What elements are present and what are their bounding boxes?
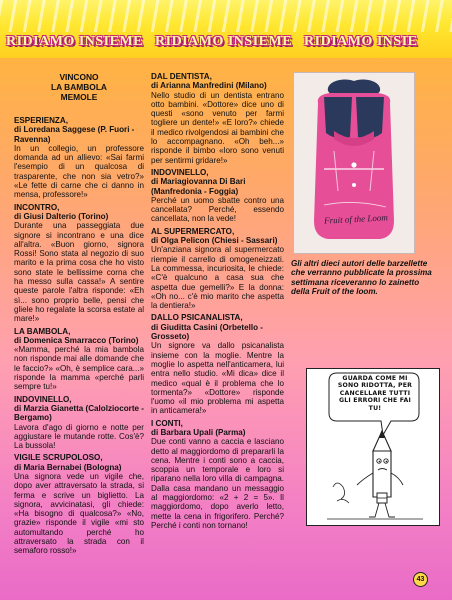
joke-body: In un collegio, un professore domanda ad un allievo: «Sai farmi l'esempio di un qualcosa di trasparente, che non sia vetro?» «Le fette di carne che ci danno in mensa, professore!»: [14, 143, 144, 200]
joke-title: INDOVINELLO,: [151, 167, 209, 177]
joke-body: «Mamma, perché la mia bambola non risponde mai alle domande che le faccio?» «Oh, è semplice cara...» risponde la mamma «perché parli sempre tu!»: [14, 345, 144, 392]
pencil-cartoon: [306, 368, 440, 526]
column-right: [290, 72, 440, 297]
joke-article: [14, 116, 144, 200]
joke-article: [151, 313, 284, 415]
joke-author: di Barbara Upali (Parma): [151, 427, 246, 437]
joke-author: di Domenica Smarracco (Torino): [14, 335, 139, 345]
joke-body: Durante una passeggiata due signore si incontrano e una dice all'altra. «Buon giorno, signora Rossi! Sono stata al negozio di suo marito e la prima cosa che ho visto sono state le bellissime corna che ha messo sulla cassa!» A sentire queste parole l'altra risponde: «Eh sì... sono proprio belle, pensi che gliele ho regalate la scorsa estate al mare!»: [14, 221, 144, 324]
bag-brand-logo: Fruit of the Loom: [323, 212, 389, 226]
joke-author: di Maria Bernabei (Bologna): [14, 462, 122, 472]
joke-body: Una signora vede un vigile che, dopo aver attraversato la strada, si ferma e scrive un biglietto. La signora, avvicinatasi, gli chiede: «Ha bisogno di qualcosa?» «No, grazie» risponde il vigile «mi sto automultando perché ho attraversato la strada con il semaforo rosso!»: [14, 471, 144, 556]
banner-title: RIDIAMO INSIEME: [6, 34, 144, 49]
joke-article: [151, 168, 284, 224]
joke-title: I CONTI,: [151, 418, 183, 428]
banner-title: RIDIAMO INSIEME: [155, 34, 293, 49]
joke-body: Due conti vanno a caccia e lasciano detto al maggiordomo di prepararli la cena. Mentre i conti sono a caccia, scoppia un temporale e loro si riparano nella loro villa di campagna. Dalla casa mandano un messaggio al maggiordomo: «2 + 2 = 5». Il maggiordomo, dopo averlo letto, mette la cena in frigorifero. Perché? Perché i conti non tornano!: [151, 437, 284, 530]
joke-title: ESPERIENZA,: [14, 116, 68, 125]
joke-title: AL SUPERMERCATO,: [151, 226, 235, 236]
joke-body: Nello studio di un dentista entrano otto bambini. «Dottore» dice uno di questi «sono venuto per farmi togliere un dente!» «E loro?» chiede il medico rivolgendosi ai bambini che lo accompagnano. «Oh beh...» risponde il bimbo «loro sono venuti per sentirmi gridare!»: [151, 90, 284, 165]
joke-title: DALLO PSICANALISTA,: [151, 313, 243, 323]
joke-author: di Marzia Gianetta (Calolziocorte - Bergamo): [14, 403, 144, 423]
joke-title: INDOVINELLO,: [14, 394, 72, 404]
joke-title: DAL DENTISTA,: [151, 72, 212, 81]
joke-article: [14, 395, 144, 451]
joke-title: INCONTRO,: [14, 202, 60, 212]
column-left: [14, 72, 144, 559]
joke-article: [14, 453, 144, 555]
joke-body: Un'anziana signora al supermercato riempie il carrello di omogeneizzati. La commessa, incuriosita, le chiede: «C'è qualcuno a casa sua che aspetta due gemelli?» E la donna: «Oh no... c'è mio marito che aspetta la dentiera!»: [151, 245, 284, 311]
joke-body: Un signore va dallo psicanalista insieme con la moglie. Mentre la moglie lo aspetta nell'anticamera, lui entra nello studio. «Mi dica» dice il medico «qual è il problema che lo tormenta?» «Dottore» risponde l'uomo «il mio problema mi aspetta in anticamera!»: [151, 341, 284, 416]
page-number: 43: [413, 572, 428, 587]
joke-article: [14, 203, 144, 324]
backpack-photo: [293, 72, 415, 254]
joke-author: di Giuditta Casini (Orbetello - Grosseto): [151, 322, 263, 342]
joke-author: di Mariagiovanna Di Bari (Manfredonia - Foggia): [151, 177, 246, 196]
banner-title-strip: [0, 31, 452, 53]
joke-author: di Loredana Saggese (P. Fuori - Ravenna): [14, 125, 135, 144]
speech-bubble-text: GUARDA COME MI SONO RIDOTTA, PER CANCELLARE TUTTI GLI ERRORI CHE FAI TU!: [337, 375, 413, 412]
sun-rays-decoration: [0, 0, 452, 32]
joke-article: [151, 72, 284, 165]
joke-article: [14, 327, 144, 392]
backpack-image: [294, 73, 414, 253]
page-banner: [0, 0, 452, 58]
column-middle: [151, 72, 284, 533]
prize-caption: Gli altri dieci autori delle barzellette che verranno pubblicate la prossima settimana riceveranno lo zainetto della Fruit of the loom.: [291, 259, 432, 297]
joke-author: di Arianna Manfredini (Milano): [151, 81, 267, 91]
joke-title: LA BAMBOLA,: [14, 326, 71, 336]
joke-body: Perché un uomo sbatte contro una cancellata? Perché, essendo cancellata, non la vede!: [151, 195, 284, 224]
banner-title: RIDIAMO INSIE: [304, 34, 418, 49]
joke-title: VIGILE SCRUPOLOSO,: [14, 453, 103, 463]
joke-author: di Olga Pelicon (Chiesi - Sassari): [151, 236, 278, 246]
joke-article: [151, 419, 284, 531]
joke-article: [151, 227, 284, 311]
joke-author: di Giusi Dalterio (Torino): [14, 211, 109, 221]
joke-body: Lavora d'ago di giorno e notte per aggiustare le mutande rotte. Cos'è? La bussola!: [14, 422, 144, 451]
winners-headline: VINCONO LA BAMBOLA MEMOLE: [51, 72, 107, 102]
